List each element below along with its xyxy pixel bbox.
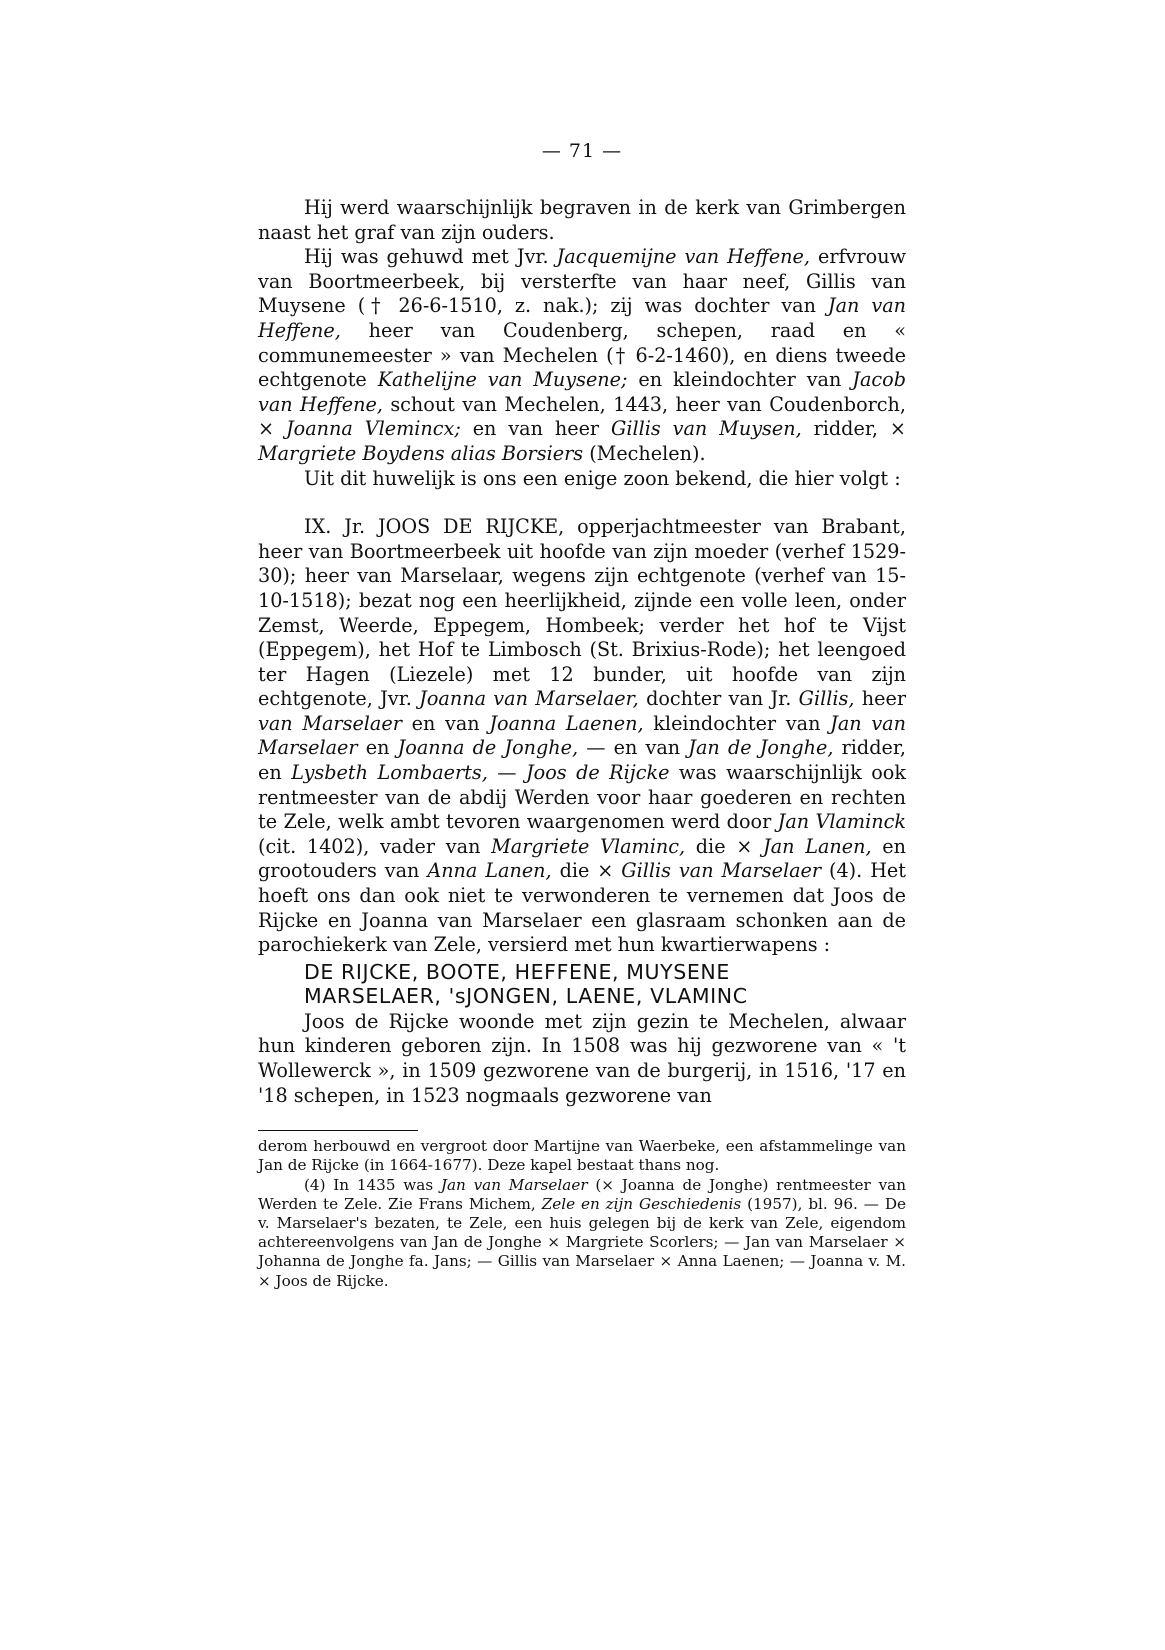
footnote-4: (4) In 1435 was Jan van Marselaer (× Joanna de Jonghe) rentmeester van Werden te Zele. Zie Frans Michem, Zele en zijn Geschiedenis (1957), bl. 96. — De v. Marselaer's bezaten, te Zele, een huis gelegen bij de kerk van Zele, eigendom achtereenvolgens van Jan de Jonghe × Margriete Scorlers; — Jan van Marselaer × Johanna de Jonghe fa. Jans; — Gillis van Marselaer × Anna Laenen; — Joanna v. M. × Joos de Rijcke.	[258, 1175, 906, 1290]
italic-name: Jan van Marselaer	[440, 1175, 588, 1194]
italic-name: Jan de Jonghe,	[688, 736, 834, 760]
paragraph-marriage: Hij was gehuwd met Jvr. Jacquemijne van Heffene, erfvrouw van Boortmeerbeek, bij versterfte van haar neef, Gillis van Muysene († 26-6-1510, z. nak.); zij was dochter van Jan van Heffene, heer van Coudenberg, schepen, raad en « communemeester » van Mechelen († 6-2-1460), en diens tweede echtgenote Kathelijne van Muysene; en kleindochter van Jacob van Heffene, schout van Mechelen, 1443, heer van Coudenborch, × Joanna Vlemincx; en van heer Gillis van Muysen, ridder, × Margriete Boydens alias Borsiers (Mechelen).	[258, 245, 906, 465]
italic-name: Kathelijne van Muysene;	[377, 368, 628, 392]
italic-name: Jacob van Heffene,	[258, 368, 906, 416]
arms-line-2: MARSELAER, 'sJONGEN, LAENE, VLAMINC	[304, 983, 748, 1008]
paragraph-joos-de-rijcke: IX. Jr. JOOS DE RIJCKE, opperjachtmeester van Brabant, heer van Boortmeerbeek uit hoofde van zijn moeder (verhef 1529-30); heer van Marselaar, wegens zijn echtgenote (verhef van 15-10-1518); bezat nog een heerlijkheid, zijnde een volle leen, onder Zemst, Weerde, Eppegem, Hombeek; verder het hof te Vijst (Eppegem), het Hof te Limbosch (St. Brixius-Rode); het leengoed ter Hagen (Liezele) met 12 bunder, uit hoofde van zijn echtgenote, Jvr. Joanna van Marselaer, dochter van Jr. Gillis, heer van Marselaer en van Joanna Laenen, kleindochter van Jan van Marselaer en Joanna de Jonghe, — en van Jan de Jonghe, ridder, en Lysbeth Lombaerts, — Joos de Rijcke was waarschijnlijk ook rentmeester van de abdij Werden voor haar goederen en rechten te Zele, welk ambt tevoren waargenomen werd door Jan Vlaminck (cit. 1402), vader van Margriete Vlaminc, die × Jan Lanen, en grootouders van Anna Lanen, die × Gillis van Marselaer (4). Het hoeft ons dan ook niet te verwonderen te vernemen dat Joos de Rijcke en Joanna van Marselaer een glasraam schonken aan de parochiekerk van Zele, versierd met hun kwartierwapens :	[258, 515, 907, 957]
paragraph-mechelen: Joos de Rijcke woonde met zijn gezin te Mechelen, alwaar hun kinderen geboren zijn. In 1508 was hij gezworene van « 't Wollewerck », in 1509 gezworene van de burgerij, in 1516, '17 en '18 schepen, in 1523 nogmaals gezworene van	[258, 1009, 906, 1107]
italic-name: Gillis van Marselaer	[621, 859, 822, 883]
italic-name: Zele en zijn Geschiedenis	[541, 1194, 742, 1213]
italic-name: Gillis van Muysen,	[611, 417, 802, 441]
body-text	[258, 196, 906, 1108]
italic-name: Margriete Boydens alias Borsiers	[258, 441, 584, 465]
italic-name: Margriete Vlaminc,	[491, 834, 686, 858]
italic-name: Joos de Rijcke	[525, 761, 670, 785]
footnotes	[258, 1137, 906, 1291]
coat-of-arms-list	[304, 960, 906, 1008]
italic-name: Joanna van Marselaer,	[419, 687, 639, 711]
italic-name: Lysbeth Lombaerts,	[291, 761, 488, 785]
document-page	[258, 140, 906, 1291]
paragraph-burial: Hij werd waarschijnlijk begraven in de kerk van Grimbergen naast het graf van zijn ouders.	[258, 196, 906, 244]
italic-name: van Marselaer	[258, 711, 402, 735]
italic-name: Jan Vlaminck	[777, 810, 906, 834]
page-number: — 71 —	[541, 140, 623, 162]
italic-name: Jacquemijne van Heffene,	[556, 245, 810, 269]
arms-line-1: DE RIJCKE, BOOTE, HEFFENE, MUYSENE	[304, 959, 730, 984]
italic-name: Jan van Heffene,	[258, 294, 906, 342]
italic-name: Jan van Marselaer	[258, 711, 906, 760]
italic-name: Anna Lanen,	[427, 859, 552, 883]
footnote-continued: derom herbouwd en vergroot door Martijne van Waerbeke, een afstammelinge van Jan de Rijcke (in 1664-1677). Deze kapel bestaat thans nog.	[258, 1137, 906, 1175]
italic-name: Joanna Vlemincx;	[285, 417, 461, 441]
paragraph-son: Uit dit huwelijk is ons een enige zoon bekend, die hier volgt :	[304, 466, 901, 490]
italic-name: Jan Lanen,	[763, 834, 872, 858]
italic-name: Joanna Laenen,	[489, 711, 644, 735]
italic-name: Gillis,	[798, 687, 855, 711]
italic-name: Joanna de Jonghe,	[397, 736, 579, 760]
footnote-divider	[258, 1130, 418, 1131]
